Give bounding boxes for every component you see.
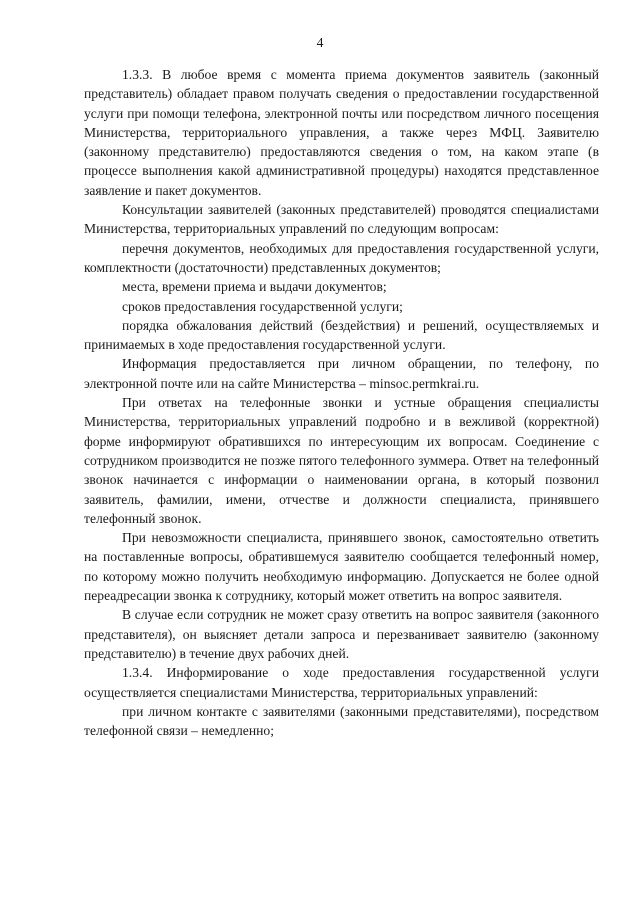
document-body <box>84 65 599 740</box>
paragraph-1-3-3: 1.3.3. В любое время с момента приема документов заявитель (законный представитель) обладает правом получать сведения о предоставлении государственной услуги при помощи телефона, электронной почты или посредством личного посещения Министерства, территориального управления, а также через МФЦ. Заявителю (законному представителю) предоставляются сведения о том, на каком этапе (в процессе выполнения какой административной процедуры) находятся представленное заявление и пакет документов. <box>84 67 599 198</box>
list-item-documents: перечня документов, необходимых для предоставления государственной услуги, комплектности (достаточности) представленных документов; <box>84 240 599 275</box>
list-item-place-time: места, времени приема и выдачи документов; <box>122 279 387 295</box>
paragraph-phone-answers: При ответах на телефонные звонки и устные обращения специалисты Министерства, территориальных управлений подробно и в вежливой (корректной) форме информируют обратившихся по интересующим их вопросам. Соединение с сотрудником производится не позже пятого телефонного зуммера. Ответ на телефонный звонок начинается с информации о наименовании органа, в который позвонил заявитель, фамилии, имени, отчестве и должности специалиста, принявшего телефонный звонок. <box>84 395 599 526</box>
paragraph-callback: В случае если сотрудник не может сразу ответить на вопрос заявителя (законного представителя), он выясняет детали запроса и перезванивает заявителю (законному представителю) в течение двух рабочих дней. <box>84 607 599 661</box>
paragraph-redirect: При невозможности специалиста, принявшего звонок, самостоятельно ответить на поставленные вопросы, обратившемуся заявителю сообщается телефонный номер, по которому можно получить необходимую информацию. Допускается не более одной переадресации звонка к сотруднику, который может ответить на вопрос заявителя. <box>84 530 599 604</box>
page-number: 4 <box>316 35 324 50</box>
list-item-terms: сроков предоставления государственной услуги; <box>122 298 403 314</box>
paragraph-consultations: Консультации заявителей (законных представителей) проводятся специалистами Министерства, территориальных управлений по следующим вопросам: <box>84 202 599 237</box>
list-item-personal-contact: при личном контакте с заявителями (законными представителями), посредством телефонной связи – немедленно; <box>84 703 599 739</box>
list-item-appeal: порядка обжалования действий (бездействия) и решений, осуществляемых и принимаемых в ходе предоставления государственной услуги. <box>84 317 599 353</box>
paragraph-1-3-4: 1.3.4. Информирование о ходе предоставления государственной услуги осуществляется специалистами Министерства, территориальных управлений: <box>84 665 599 700</box>
paragraph-information-channels: Информация предоставляется при личном обращении, по телефону, по электронной почте или на сайте Министерства – minsoc.permkrai.ru. <box>84 356 599 391</box>
